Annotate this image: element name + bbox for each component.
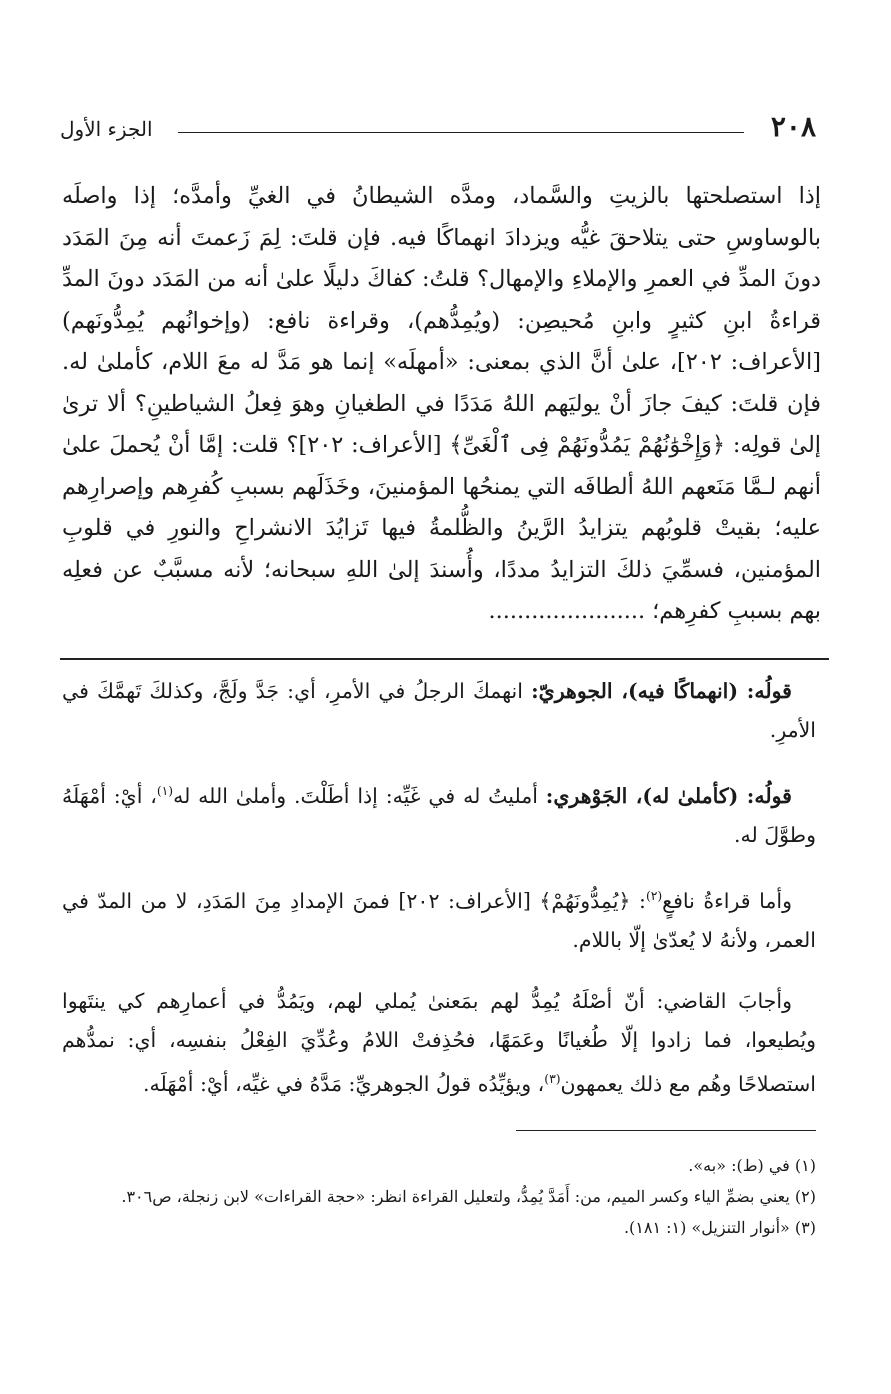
footnote-3: (٣) «أنوار التنزيل» (١: ١٨١). bbox=[623, 1218, 816, 1237]
commentary-body-4b: ، ويؤيِّدُه قولُ الجوهريِّ: مَدَّهُ في غيِّه، أيْ: أمْهَلَه. bbox=[143, 1071, 545, 1096]
main-paragraph: إذا استصلحتها بالزيتِ والسَّماد، ومدَّه الشيطانُ في الغيِّ وأمدَّه؛ إذا واصلَه بالوساوسِ حتى يتلاحقَ غيُّه ويزدادَ انهماكًا فيه. فإن قلتَ: لِمَ زَعمتَ أنه مِنَ المَدَد دونَ المدِّ في العمرِ والإملاءِ والإمهال؟ قلتُ: كفاكَ دليلًا علىٰ أنه من المَدَد دونَ المدِّ قراءةُ ابنِ كثيرٍ وابنِ مُحيصِن: (ويُمِدُّهم)، وقراءة نافع: (وإخوانُهم يُمِدُّونَهم) [الأعراف: ٢٠٢]، علىٰ أنَّ الذي بمعنى: «أمهلَه» إنما هو مَدَّ له معَ اللام، كأملىٰ له. فإن قلتَ: كيفَ جازَ أنْ يوليَهم اللهُ مَدَدًا في الطغيانِ وهوَ فِعلُ الشياطينِ؟ ألا ترىٰ إلىٰ قولِه: ﴿وَإِخْوَٰنُهُمْ يَمُدُّونَهُمْ فِى ٱلْغَىِّ﴾ [الأعراف: ٢٠٢]؟ قلت: إمَّا أنْ يُحملَ علىٰ أنهم لـمَّا مَنَعهم اللهُ ألطافَه التي يمنحُها المؤمنينَ، وخَذَلَهم بسببِ كُفرِهم وإصرارِهم عليه؛ بقيتْ قلوبُهم يتزايدُ الرَّينُ والظُّلمةُ فيها تَزايُدَ الانشراحِ والنورِ في قلوبِ المؤمنين، فسمِّيَ ذلكَ التزايدُ مددًا، وأُسندَ إلىٰ اللهِ سبحانه؛ لأنه مسبَّبٌ عن فعلِه بهم بسببِ كفرِهم؛ ...................... bbox=[62, 183, 822, 624]
commentary-heading-1: قولُه: (انهماكًا فيه)، الجوهريّ: bbox=[531, 679, 792, 703]
commentary-body-2a: أمليتُ له في غَيِّه: إذا أطَلْتَ. وأملىٰ الله له bbox=[173, 783, 546, 808]
section-divider bbox=[60, 658, 829, 660]
commentary-body-1: انهمكَ الرجلُ في الأمرِ، أي: جَدَّ ولَجَّ، وكذلكَ تَهمَّكَ في الأمرِ. bbox=[62, 679, 816, 742]
running-title: الجزء الأول bbox=[60, 117, 153, 141]
commentary-body-2b: ، أيْ: أمْهَلَهُ وطوَّلَ له. bbox=[62, 783, 816, 847]
page-number: ٢٠٨ bbox=[770, 110, 816, 143]
footnote-rule bbox=[516, 1130, 816, 1131]
footnote-1: (١) في (ط): «به». bbox=[688, 1156, 816, 1175]
header-rule bbox=[178, 132, 744, 133]
commentary-section bbox=[62, 672, 816, 1125]
footnote-ref-2: (٢) bbox=[645, 888, 663, 903]
commentary-body-3b: : ﴿يُمِدُّونَهُمْ﴾ [الأعراف: ٢٠٢] فمنَ الإمدادِ مِنَ المَدَدِ، لا من المدّ في العمر، ولأنهُ لا يُعدّىٰ إلّا باللام. bbox=[62, 888, 816, 952]
commentary-note-2 bbox=[62, 772, 816, 855]
commentary-note-1 bbox=[62, 672, 816, 750]
commentary-heading-2: قولُه: (كأملىٰ له)، الجَوْهري: bbox=[545, 783, 792, 808]
commentary-body-4a: وأجابَ القاضي: أنّ أصْلَهُ يُمِدُّ لهم بمَعنىٰ يُملي لهم، ويَمُدُّ في أعمارِهم كي ينتَهوا ويُطيعوا، فما زادوا إلّا طُغيانًا وعَمَهًا، فحُذِفتْ اللامُ وعُدِّيَ الفِعْلُ بنفسِه، أي: نمدُّهم استصلاحًا وهُم مع ذلك يعمهون bbox=[62, 988, 816, 1096]
commentary-body-3a: وأما قراءةُ نافعٍ bbox=[662, 888, 792, 913]
footnotes bbox=[62, 1150, 816, 1243]
main-text bbox=[62, 176, 821, 633]
footnote-ref-3: (٣) bbox=[544, 1071, 561, 1086]
footnote-2: (٢) يعني بضمِّ الياء وكسر الميم، من: أَمَدَّ يُمِدُّ، ولتعليل القراءة انظر: «حجة القراءات» لابن زنجلة، ص٣٠٦. bbox=[121, 1187, 816, 1206]
footnote-ref-1: (١) bbox=[156, 784, 174, 798]
page-header bbox=[60, 110, 816, 146]
commentary-note-3 bbox=[62, 877, 816, 960]
commentary-note-4 bbox=[62, 982, 816, 1104]
